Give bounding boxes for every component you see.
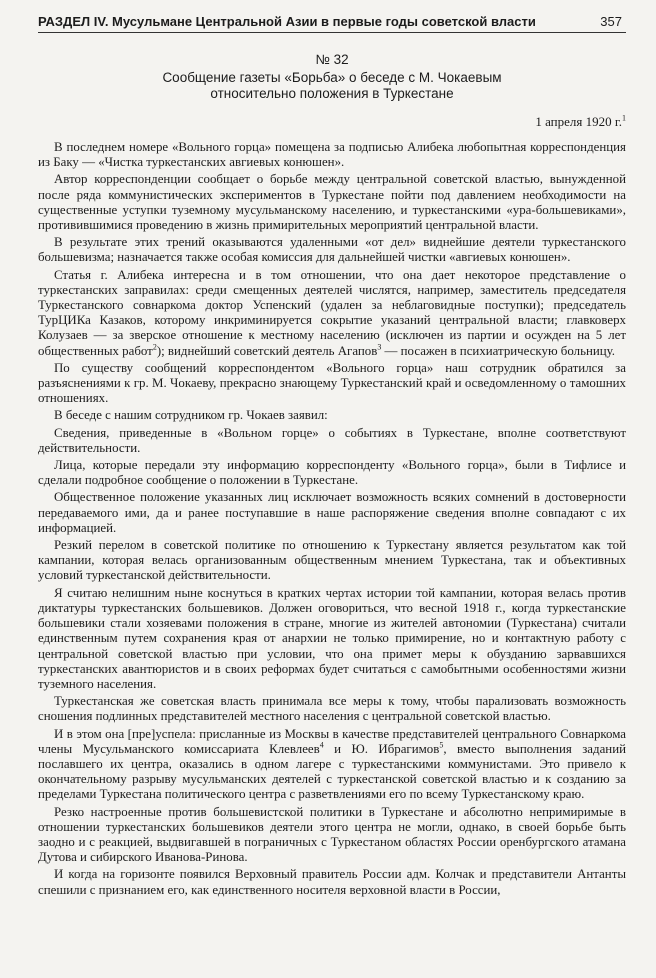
document-number: № 32 [315, 52, 349, 67]
paragraph: Автор корреспонденции сообщает о борьбе между центральной советской властью, вынужденной после ряда коммунистических экспериментов в Туркестане пойти под давлением необходимости на существенные уступки туземному мусульманскому населению, и туркестанскими «ура-большевиками», противившимися проведению в жизнь примирительных мероприятий центральной власти. [38, 172, 626, 233]
paragraph [38, 727, 626, 803]
footnote-ref: 4 [319, 740, 324, 750]
paragraph-text: и Ю. Ибрагимов [323, 741, 440, 756]
running-header [38, 14, 626, 33]
paragraph: Резкий перелом в советской политике по отношению к Туркестану является результатом как той кампании, которая велась организованным общественным мнением Туркестана, так и объективных условий туркестанской действительности. [38, 538, 626, 583]
footnote-ref: 3 [377, 342, 382, 352]
paragraph-text: Статья г. Алибека интересна и в том отношении, что она дает некоторое представление о туркестанских заправилах: среди смещенных деятелей числятся, например, заместитель председателя Туркестанского совнаркома доктор Успенский (удален за неблаговидные поступки); председатель ТурЦИКа Казаков, которому инкриминируется сокрытие указаний центральной власти; главковерх Колузаев — за зверское отношение к местному населению (исключен из партии и осужден на 5 лет общественных работ [38, 267, 626, 358]
paragraph-text: И в этом она [пре]успела: присланные из Москвы в качестве представителей центрального Совнаркома члены Мусульманского комиссариата Клевлеев [38, 726, 626, 756]
paragraph: В последнем номере «Вольного горца» помещена за подписью Алибека любопытная корреспонденция из Баку — «Чистка туркестанских авгиевых конюшен». [38, 140, 626, 170]
paragraph: Резко настроенные против большевистской политики в Туркестане и абсолютно непримиримые в отношении туркестанских большевиков деятели этого центра не могли, однако, в своей борьбе быть заодно и с реакцией, выдвигавшей в пограничных с Туркестаном областях России оренбургского атамана Дутова и сибирского Иванова-Ринова. [38, 804, 626, 865]
date-text: 1 апреля 1920 г. [535, 114, 622, 129]
paragraph: В результате этих трений оказываются удаленными «от дел» виднейшие деятели туркестанского большевизма; назначается также особая комиссия для дальнейшей чистки «авгиевых конюшен». [38, 235, 626, 265]
page-number: 357 [600, 14, 622, 29]
footnote-ref: 2 [152, 342, 157, 352]
document-title-line-1: Сообщение газеты «Борьба» о беседе с М. Чокаевым [162, 70, 502, 85]
footnote-ref: 1 [622, 113, 626, 123]
article-body [38, 140, 626, 898]
paragraph-text: , вместо выполнения заданий пославшего их центра, оказались в одном лагере с туркестанскими коммунистами. Это привело к окончательному разрыву мусульманских деятелей с туркестанской советской властью и к созданию за пределами Туркестана политического центра с разветвлениями его по всему Туркестанскому краю. [38, 741, 626, 802]
paragraph: Лица, которые передали эту информацию корреспонденту «Вольного горца», были в Тифлисе и сделали подробное сообщение о положении в Туркестане. [38, 458, 626, 488]
paragraph: Я считаю нелишним ныне коснуться в кратких чертах истории той кампании, которая велась против диктатуры туркестанских большевиков. Должен оговориться, что весной 1918 г., когда туркестанские большевики стали хозяевами положения в стране, многие из жителей автономии (Туркестана) считали единственным путем сохранения края от анархии не только примирение, но и контактную работу с центральной советской властью при условии, что она примет меры к обузданию зарвавшихся туркестанских авантюристов и в своих реформах будет считаться с самобытными особенностями жизни туземного населения. [38, 585, 626, 691]
paragraph: Сведения, приведенные в «Вольном горце» о событиях в Туркестане, вполне соответствуют действительности. [38, 425, 626, 455]
paragraph [38, 268, 626, 359]
paragraph: По существу сообщений корреспондентом «Вольного горца» наш сотрудник обратился за разъяснениями к гр. М. Чокаеву, прекрасно знающему Туркестанский край и осведомленному о тамошних отношениях. [38, 360, 626, 406]
document-heading [38, 52, 626, 102]
paragraph: И когда на горизонте появился Верховный правитель России адм. Колчак и представители Антанты спешили с признанием его, как единственного носителя верховной власти в России, [38, 867, 626, 897]
paragraph-text: — посажен в психиатрическую больницу. [381, 343, 616, 358]
paragraph: В беседе с нашим сотрудником гр. Чокаев заявил: [54, 408, 328, 423]
document-title-line-2: относительно положения в Туркестане [210, 86, 454, 101]
paragraph: Общественное положение указанных лиц исключает возможность всяких сомнений в достоверности передаваемого ими, да и ранее поступавшие в наше распоряжение сведения вполне совпадают с их информацией. [38, 490, 626, 535]
section-title: РАЗДЕЛ IV. Мусульмане Центральной Азии в первые годы советской власти [38, 14, 536, 29]
paragraph-text: ); виднейший советский деятель Агапов [156, 343, 378, 358]
paragraph: Туркестанская же советская власть принимала все меры к тому, чтобы парализовать возможность сношения подлинных представителей местного населения с центральной советской властью. [38, 694, 626, 724]
document-date [38, 114, 626, 130]
footnote-ref: 5 [439, 740, 444, 750]
